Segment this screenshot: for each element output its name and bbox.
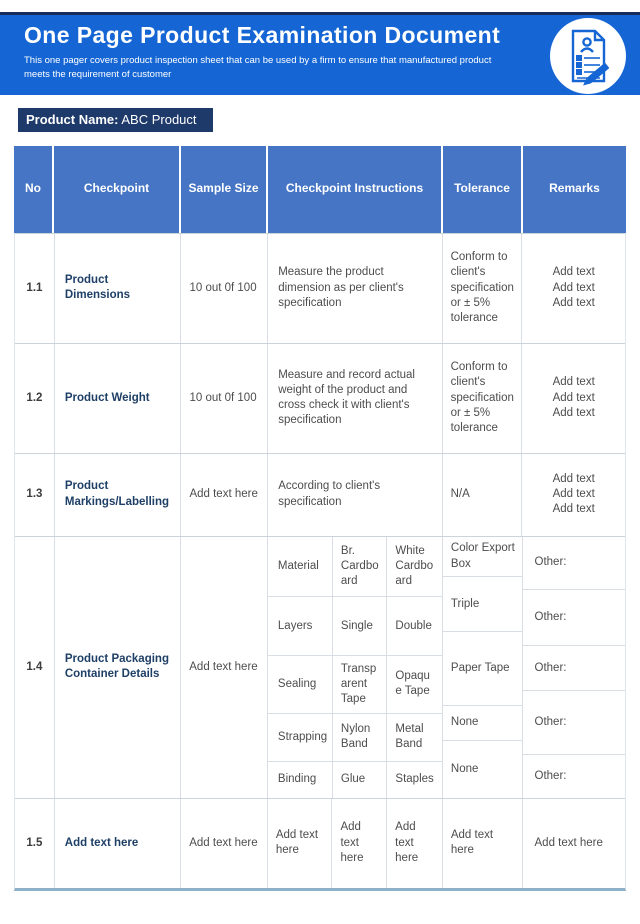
- instructions-cell: Add text here: [332, 799, 387, 888]
- row-no: 1.5: [15, 799, 55, 888]
- remarks-line: Add text: [552, 266, 595, 279]
- spec-label: Layers: [268, 596, 332, 655]
- page-title: One Page Product Examination Document: [24, 22, 501, 48]
- tolerance-cell: None: [443, 705, 522, 740]
- row-no: 1.4: [15, 537, 55, 798]
- packaging-spec-subtable: [268, 537, 443, 798]
- column-header-instructions: Checkpoint Instructions: [268, 146, 443, 233]
- instructions-cell: Measure and record actual weight of the product and cross check it with client's specification: [268, 344, 442, 453]
- instructions-cell: Measure the product dimension as per client's specification: [268, 234, 442, 343]
- checkpoint-name: Product Markings/Labelling: [55, 454, 182, 536]
- tolerance-cell: Add text here: [443, 799, 523, 888]
- spec-option: Glue: [333, 761, 387, 798]
- remarks-line: Add text: [552, 488, 595, 500]
- checkpoint-name: Add text here: [55, 799, 181, 888]
- instructions-cell: Add text here: [395, 821, 419, 864]
- table-header-row: [14, 146, 626, 233]
- tolerance-cell: Conform to client's specification or ± 5% tolerance: [443, 234, 523, 343]
- spec-option1-column: [333, 537, 388, 798]
- spec-option: Double: [387, 596, 442, 655]
- column-header-sample-size: Sample Size: [181, 146, 268, 233]
- row-no: 1.3: [15, 454, 55, 536]
- spec-option: Br. Cardboard: [340, 544, 379, 588]
- sample-size-cell: 10 out 0f 100: [181, 234, 268, 343]
- spec-option: Transparent Tape: [333, 655, 387, 713]
- remarks-line: Add text: [552, 503, 595, 516]
- product-name-label: Product Name:: [26, 112, 119, 127]
- remarks-other: Other:: [523, 589, 625, 645]
- table-body: [14, 233, 626, 891]
- spec-option: White Cardboard: [395, 544, 434, 588]
- spec-label: Sealing: [268, 655, 332, 713]
- column-header-no: No: [14, 146, 54, 233]
- row-no: 1.1: [15, 234, 55, 343]
- spec-label-column: [268, 537, 333, 798]
- row-no: 1.2: [15, 344, 55, 453]
- table-row-packaging: [15, 536, 625, 798]
- remarks-line: Add text: [552, 406, 595, 419]
- remarks-line: Add text: [552, 281, 595, 294]
- checkpoint-name: Product Packaging Container Details: [55, 537, 181, 798]
- remarks-line: Add text: [552, 376, 595, 389]
- tolerance-cell: Color Export Box: [450, 542, 515, 570]
- page-subtitle: This one pager covers product inspection sheet that can be used by a firm to ensure that manufactured product meets the requirement of customer: [24, 55, 492, 81]
- sample-size-cell: Add text here: [181, 454, 268, 536]
- packaging-remarks-stack: [523, 537, 625, 798]
- tolerance-cell: Paper Tape: [443, 631, 522, 705]
- spec-option: Staples: [387, 761, 442, 798]
- remarks-line: Add text: [552, 472, 595, 485]
- spec-option: Opaque Tape: [387, 655, 442, 713]
- product-name-value: ABC Product: [121, 112, 197, 127]
- remarks-cell: [522, 454, 625, 536]
- column-header-tolerance: Tolerance: [443, 146, 523, 233]
- header-banner: [0, 12, 640, 95]
- remarks-other: Other:: [523, 645, 625, 690]
- remarks-other: Other:: [534, 556, 567, 569]
- remarks-other: Other:: [523, 754, 625, 798]
- remarks-line: Add text: [552, 391, 595, 404]
- sample-size-cell: Add text here: [181, 799, 268, 888]
- remarks-line: Add text: [552, 296, 595, 309]
- remarks-cell: Add text here: [534, 836, 603, 849]
- checkpoint-name: Product Weight: [55, 344, 182, 453]
- table-row: [15, 343, 625, 453]
- table-row: [15, 798, 625, 888]
- spec-label: Material: [277, 559, 319, 572]
- spec-option: Single: [333, 596, 387, 655]
- tolerance-cell: Triple: [443, 576, 522, 631]
- remarks-cell: [522, 344, 625, 453]
- table-row: [15, 453, 625, 536]
- instructions-cell: According to client's specification: [268, 454, 442, 536]
- spec-label: Binding: [268, 761, 332, 798]
- column-header-checkpoint: Checkpoint: [54, 146, 181, 233]
- instructions-cell: Add text here: [268, 799, 333, 888]
- spec-option: Nylon Band: [333, 713, 387, 761]
- checkpoint-name: Product Dimensions: [55, 234, 182, 343]
- spec-option2-column: [387, 537, 442, 798]
- product-name-box: [18, 108, 213, 132]
- instructions-subcells: [268, 799, 443, 888]
- spec-label: Strapping: [268, 713, 332, 761]
- document-checklist-icon: [550, 18, 626, 94]
- remarks-other: Other:: [523, 690, 625, 754]
- spec-option: Metal Band: [387, 713, 442, 761]
- inspection-table: [14, 146, 626, 891]
- column-header-remarks: Remarks: [549, 181, 600, 196]
- remarks-cell: [522, 234, 625, 343]
- table-row: [15, 233, 625, 343]
- tolerance-cell: None: [443, 740, 522, 798]
- sample-size-cell: Add text here: [181, 537, 268, 798]
- packaging-tolerance-stack: [443, 537, 523, 798]
- tolerance-cell: Conform to client's specification or ± 5% tolerance: [443, 344, 523, 453]
- sample-size-cell: 10 out 0f 100: [181, 344, 268, 453]
- tolerance-cell: N/A: [443, 454, 523, 536]
